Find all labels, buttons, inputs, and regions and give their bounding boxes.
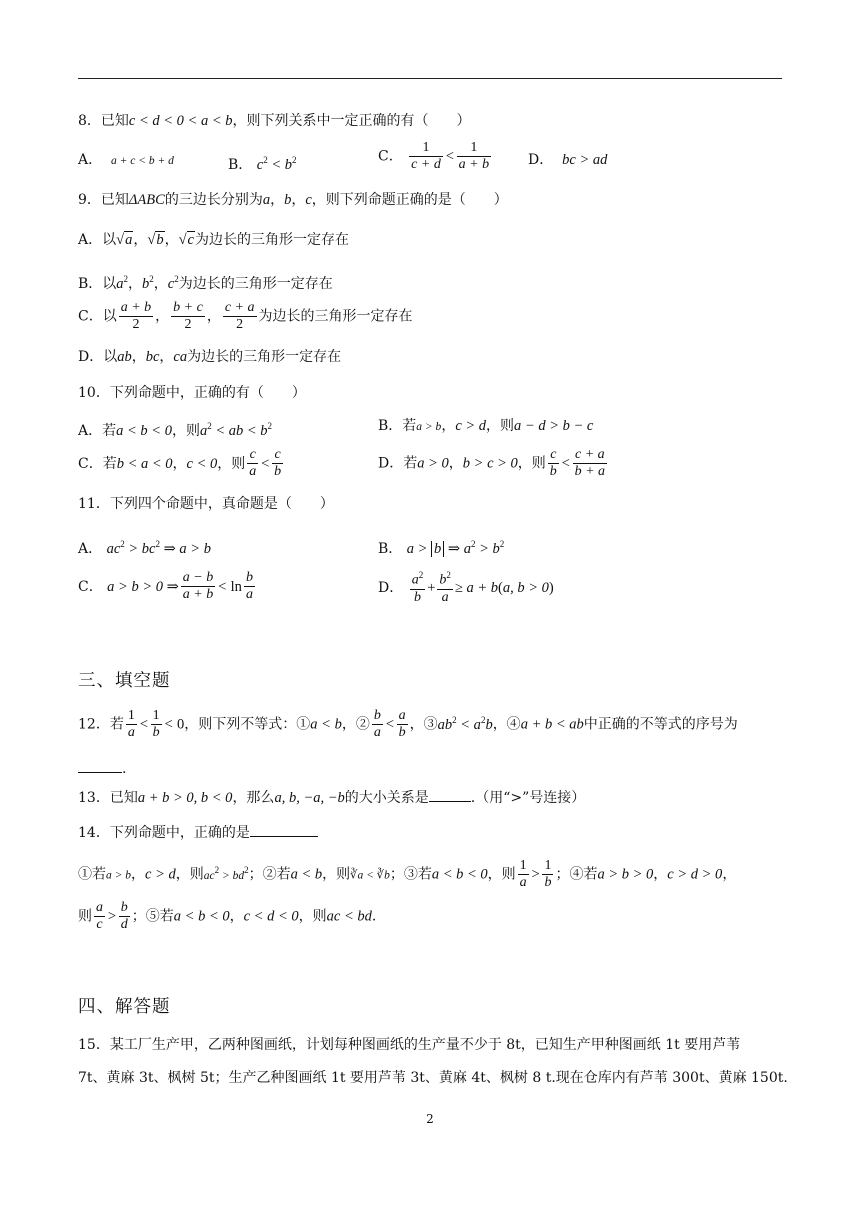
q11-option-d[interactable]: D． $\frac{a^2}{b}$ + $\frac{b^2}{a}$ ≥ a + b(a, b > 0)	[378, 570, 554, 605]
q13-answer-blank[interactable]	[429, 787, 471, 802]
q10-option-b[interactable]: B．若a > b，c > d，则a − d > b − c	[378, 418, 594, 434]
page-number: 2	[426, 1112, 434, 1126]
question-8-options	[78, 140, 608, 173]
question-12-answer-line[interactable]: .	[78, 758, 126, 779]
q11-option-c[interactable]: C． a > b > 0 ⇒ $\frac{a - b}{a + b}$ < ln $\frac{b}{a}$	[78, 570, 253, 603]
q9-option-b[interactable]: B．以$a^2$，$b^2$，$c^2$为边长的三角形一定存在	[78, 274, 333, 292]
question-10-row-1	[78, 416, 594, 441]
q11-option-a[interactable]: A． $ac^2 > bc^2$ ⇒ a > b	[78, 539, 211, 557]
question-9-stem: 9．已知ΔABC的三边长分别为a，b，c，则下列命题正确的是（ ）	[78, 192, 508, 208]
question-14-stem: 14．下列命题中，正确的是	[78, 822, 318, 843]
header-rule	[78, 78, 782, 79]
question-14-statements-1: ①若a > b，c > d，则$ac^2 > bd^2$；②若a < b，则∛a < ∛b；③若a < b < 0，则 $\frac{1}{a}$ > $\frac{1}{b}$ ；④若a > b > 0，c > d > 0，	[78, 858, 737, 891]
section-fill-in-blank-heading: 三、填空题	[78, 671, 171, 691]
q14-answer-blank[interactable]	[250, 822, 318, 837]
question-13-stem: 13．已知a + b > 0, b < 0，那么a, b, −a, −b的大小关系是 .（用“>”号连接）	[78, 787, 585, 808]
question-10-row-2	[78, 447, 606, 480]
q10-option-a[interactable]: A．若a < b < 0，则$a^2$ < ab < $b^2$	[78, 421, 273, 439]
q8-option-a[interactable]: A． a + c < b + d	[78, 152, 174, 168]
q8-option-c[interactable]: C． $\frac{1}{c + d}$ < $\frac{1}{a + b}$	[378, 140, 490, 173]
q8-option-d[interactable]: D． bc > ad	[528, 152, 608, 168]
q9-option-a[interactable]: A．以√a，√b，√c为边长的三角形一定存在	[78, 232, 349, 248]
q10-option-d[interactable]: D．若a > 0，b > c > 0，则 $\frac{c}{b}$ < $\frac{c + a}{b + a}$	[378, 447, 606, 480]
q8-option-b[interactable]: B． $c^2 < b^2$	[228, 155, 297, 173]
question-15-line-1: 15．某工厂生产甲，乙两种图画纸，计划每种图画纸的生产量不少于 8t，已知生产甲种图画纸 1t 要用芦苇	[78, 1037, 741, 1053]
q11-option-b[interactable]: B． a > b ⇒ $a^2 > b^2$	[378, 539, 505, 557]
section-solution-heading: 四、解答题	[78, 997, 171, 1017]
question-8-stem: 8．已知c < d < 0 < a < b，则下列关系中一定正确的有（ ）	[78, 113, 471, 129]
question-15-line-2: 7t、黄麻 3t、枫树 5t；生产乙种图画纸 1t 要用芦苇 3t、黄麻 4t、枫树 8 t.现在仓库内有芦苇 300t、黄麻 150t.	[78, 1070, 788, 1086]
q9-option-d[interactable]: D．以ab，bc，ca为边长的三角形一定存在	[78, 349, 342, 365]
question-11-row-2	[78, 570, 554, 605]
question-11-row-1	[78, 534, 505, 559]
q9-option-c[interactable]: C．以 $\frac{a + b}{2}$ ， $\frac{b + c}{2}$ ， $\frac{c + a}{2}$ 为边长的三角形一定存在	[78, 300, 413, 333]
question-12-stem: 12．若 $\frac{1}{a}$ < $\frac{1}{b}$ < 0，则下列不等式：①a < b，② $\frac{b}{a}$ < $\frac{a}{b}$ ，$③ab^2 < a^2b$，④a + b < ab中正确的不等式的序号为	[78, 708, 738, 741]
question-10-stem: 10．下列命题中，正确的有（ ）	[78, 385, 306, 401]
q10-option-c[interactable]: C．若b < a < 0，c < 0，则 $\frac{c}{a}$ < $\frac{c}{b}$	[78, 447, 282, 480]
question-11-stem: 11．下列四个命题中，真命题是（ ）	[78, 496, 334, 512]
q12-answer-blank[interactable]	[78, 758, 122, 773]
question-14-statements-2: 则 $\frac{a}{c}$ > $\frac{b}{d}$ ；⑤若a < b < 0，c < d < 0，则ac < bd.	[78, 900, 377, 933]
